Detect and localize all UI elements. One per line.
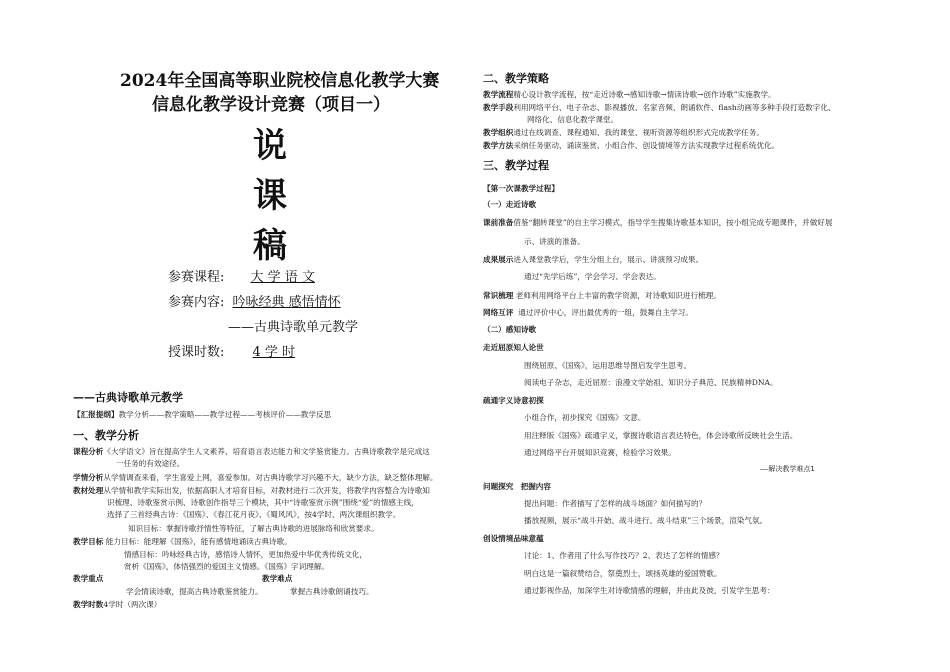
big-char-3: 稿 — [253, 226, 287, 266]
goal-emotion-1: 情感目标：吟咏经典古诗，感悟诗人情怀，更加热爱中华优秀传统文化， — [124, 550, 367, 559]
teaching-org: 教学组织通过在线调查、课程通知、我的课堂、视听资源等组织形式完成教学任务。 — [483, 128, 764, 137]
summary — [73, 409, 331, 420]
teaching-means-cont: 网络化、信息化教学课堂。 — [527, 115, 619, 124]
context-text-1: 讨论：1、作者用了什么写作技巧？2、表达了怎样的情感？ — [524, 551, 724, 560]
unit-title: ——古典诗歌单元教学 — [73, 391, 183, 404]
material-cont-1: 识梳理、诗歌鉴赏示例、诗歌创作指导三个模块，其中“诗歌鉴赏示例”围绕“爱”的情感主线， — [107, 498, 419, 507]
word-meaning-label: 疏通字义诗意初探 — [483, 396, 544, 405]
step-2-heading: （二）感知诗歌 — [483, 325, 537, 334]
pre-class-cont: 示、讲演的准备。 — [524, 237, 585, 246]
course-label: 参赛课程: — [168, 270, 225, 285]
step-1-heading: （一）走近诗歌 — [483, 200, 537, 209]
goal-emotion-2: 赏析《国殇》，体悟强烈的爱国主义情感。《国殇》字词理解。 — [124, 562, 330, 571]
title-line-2: 信息化教学设计竞赛（项目一） — [152, 95, 390, 115]
content-row — [168, 291, 345, 310]
course-row — [168, 266, 337, 285]
common-sense: 常识梳理 老师利用网络平台上丰富的教学资源，对诗歌知识进行梳理。 — [483, 291, 721, 300]
hours-value: 4 学 时 — [252, 345, 296, 360]
material-cont-2: 选择了三首经典古诗：《国殇》、《春江花月夜》、《蜀风风》，按4学时、两次课组织教学。 — [107, 510, 401, 519]
hours-label: 授课时数: — [168, 345, 225, 360]
section-1-heading: 一、教学分析 — [73, 429, 139, 442]
course-analysis: 课程分析《大学语文》旨在提高学生人文素养、培育语言表达能力和文学鉴赏能力。古典诗歌教学是完成这 — [73, 447, 430, 456]
student-analysis: 学情分析从学情调查来看，学生喜爱上网，喜爱参加。对古典诗歌学习兴趣不大，缺少方法，缺乏整体理解。 — [73, 473, 438, 482]
content-sub: ——古典诗歌单元教学 — [228, 320, 359, 335]
teaching-hours: 教学时数4学时（两次课） — [73, 600, 162, 609]
teaching-means: 教学手段利用网络平台、电子杂志、影视播放、名家音频、朗诵软件、flash动画等多种手段打造数字化、 — [483, 103, 836, 112]
first-class-heading: 【第一次课教学过程】 — [483, 184, 559, 193]
difficulty-note: ——解决教学难点1 — [760, 465, 815, 473]
word-meaning-text-2: 用注释版《国殇》疏通字义，掌握诗歌语言表达特色，体会诗歌所反映社会生活。 — [524, 431, 798, 440]
difficulty-label: 教学难点 — [262, 574, 293, 583]
big-char-1: 说 — [253, 126, 287, 166]
section-2-heading: 二、教学策略 — [483, 72, 549, 85]
goal-knowledge: 知识目标：掌握诗歌抒情性等特征，了解古典诗歌的进展脉络和欣赏要求。 — [128, 524, 379, 533]
context-label: 创设情境品味意蕴 — [483, 534, 544, 543]
material-handling: 教材处理从学情和教学实际出发，依据高职人才培育目标，对教材进行二次开发，将教学内容整合为诗歌知 — [73, 486, 430, 495]
big-char-2: 课 — [253, 176, 287, 216]
net-review: 网络互评 通过评价中心，评出最优秀的一组，鼓舞自主学习。 — [483, 308, 693, 317]
result-show: 成果展示进入课堂教学后，学生分组上台，展示、讲演预习成果。 — [483, 255, 704, 264]
summary-label: 【汇报提纲】 — [73, 410, 119, 419]
difficulty-text: 掌握古典诗歌朗诵技巧。 — [290, 587, 374, 596]
course-analysis-cont: 一任务的有效途径。 — [116, 459, 185, 468]
hours-row — [168, 341, 319, 360]
content-value: 吟咏经典 感悟情怀 — [232, 295, 341, 310]
pre-class: 课前准备借鉴“翻转课堂”的自主学习模式，指导学生搜集诗歌基本知识，按小组完成专题课件，并做好展 — [483, 218, 833, 227]
qu-yuan-text-2: 阅读电子杂志，走近屈原：浪漫文学始祖、知识分子典范、民族精神DNA。 — [524, 378, 778, 387]
key-text: 学会情读诗歌，提高古典诗歌鉴赏能力。 — [126, 587, 263, 596]
title-line-1: 2024年全国高等职业院校信息化教学大赛 — [120, 71, 440, 91]
goal-ability: 教学目标 能力目标：能理解《国殇》，能有感情地诵读古典诗歌。 — [73, 537, 292, 546]
context-text-3: 通过影视作品，加深学生对诗歌情感的理解，并由此及彼，引发学生思考： — [524, 586, 775, 595]
qu-yuan-label: 走近屈原知人论世 — [483, 343, 544, 352]
course-value: 大 学 语 文 — [250, 270, 315, 285]
word-meaning-text-1: 小组合作，初步探究《国殇》文意。 — [524, 413, 646, 422]
teaching-method: 教学方法采纳任务驱动、诵读鉴赏、小组合作、创设情境等方法实现教学过程系统优化。 — [483, 141, 780, 150]
content-label: 参赛内容: — [168, 295, 225, 310]
result-show-cont: 通过“先学后练”，学会学习、学会表达。 — [524, 272, 661, 281]
problem-text-1: 提出问题：作者描写了怎样的战斗场面？如何描写的？ — [524, 499, 707, 508]
key-label: 教学重点 — [73, 574, 104, 583]
section-3-heading: 三、教学过程 — [483, 159, 549, 172]
context-text-2: 明白这是一篇叙赞结合，祭奠烈士，颂扬英雄的爱国赞歌。 — [524, 569, 722, 578]
teaching-flow: 教学流程精心设计教学流程，按“走近诗歌→感知诗歌→情读诗歌→创作诗歌”实施教学。 — [483, 90, 776, 99]
qu-yuan-text-1: 围绕屈原、《国殇》，运用思维导图启发学生思考。 — [524, 361, 692, 370]
summary-text: 教学分析——教学策略——教学过程——考核评价——教学反思 — [118, 410, 332, 419]
problem-text-2: 播放视频，展示“战斗开始、战斗进行、战斗结束”三个场景，渲染气氛。 — [524, 516, 768, 525]
problem-inquiry: 问题探究 把握内容 — [483, 482, 551, 491]
word-meaning-text-3: 通过网络平台开展知识竞赛，检验学习效果。 — [524, 448, 676, 457]
